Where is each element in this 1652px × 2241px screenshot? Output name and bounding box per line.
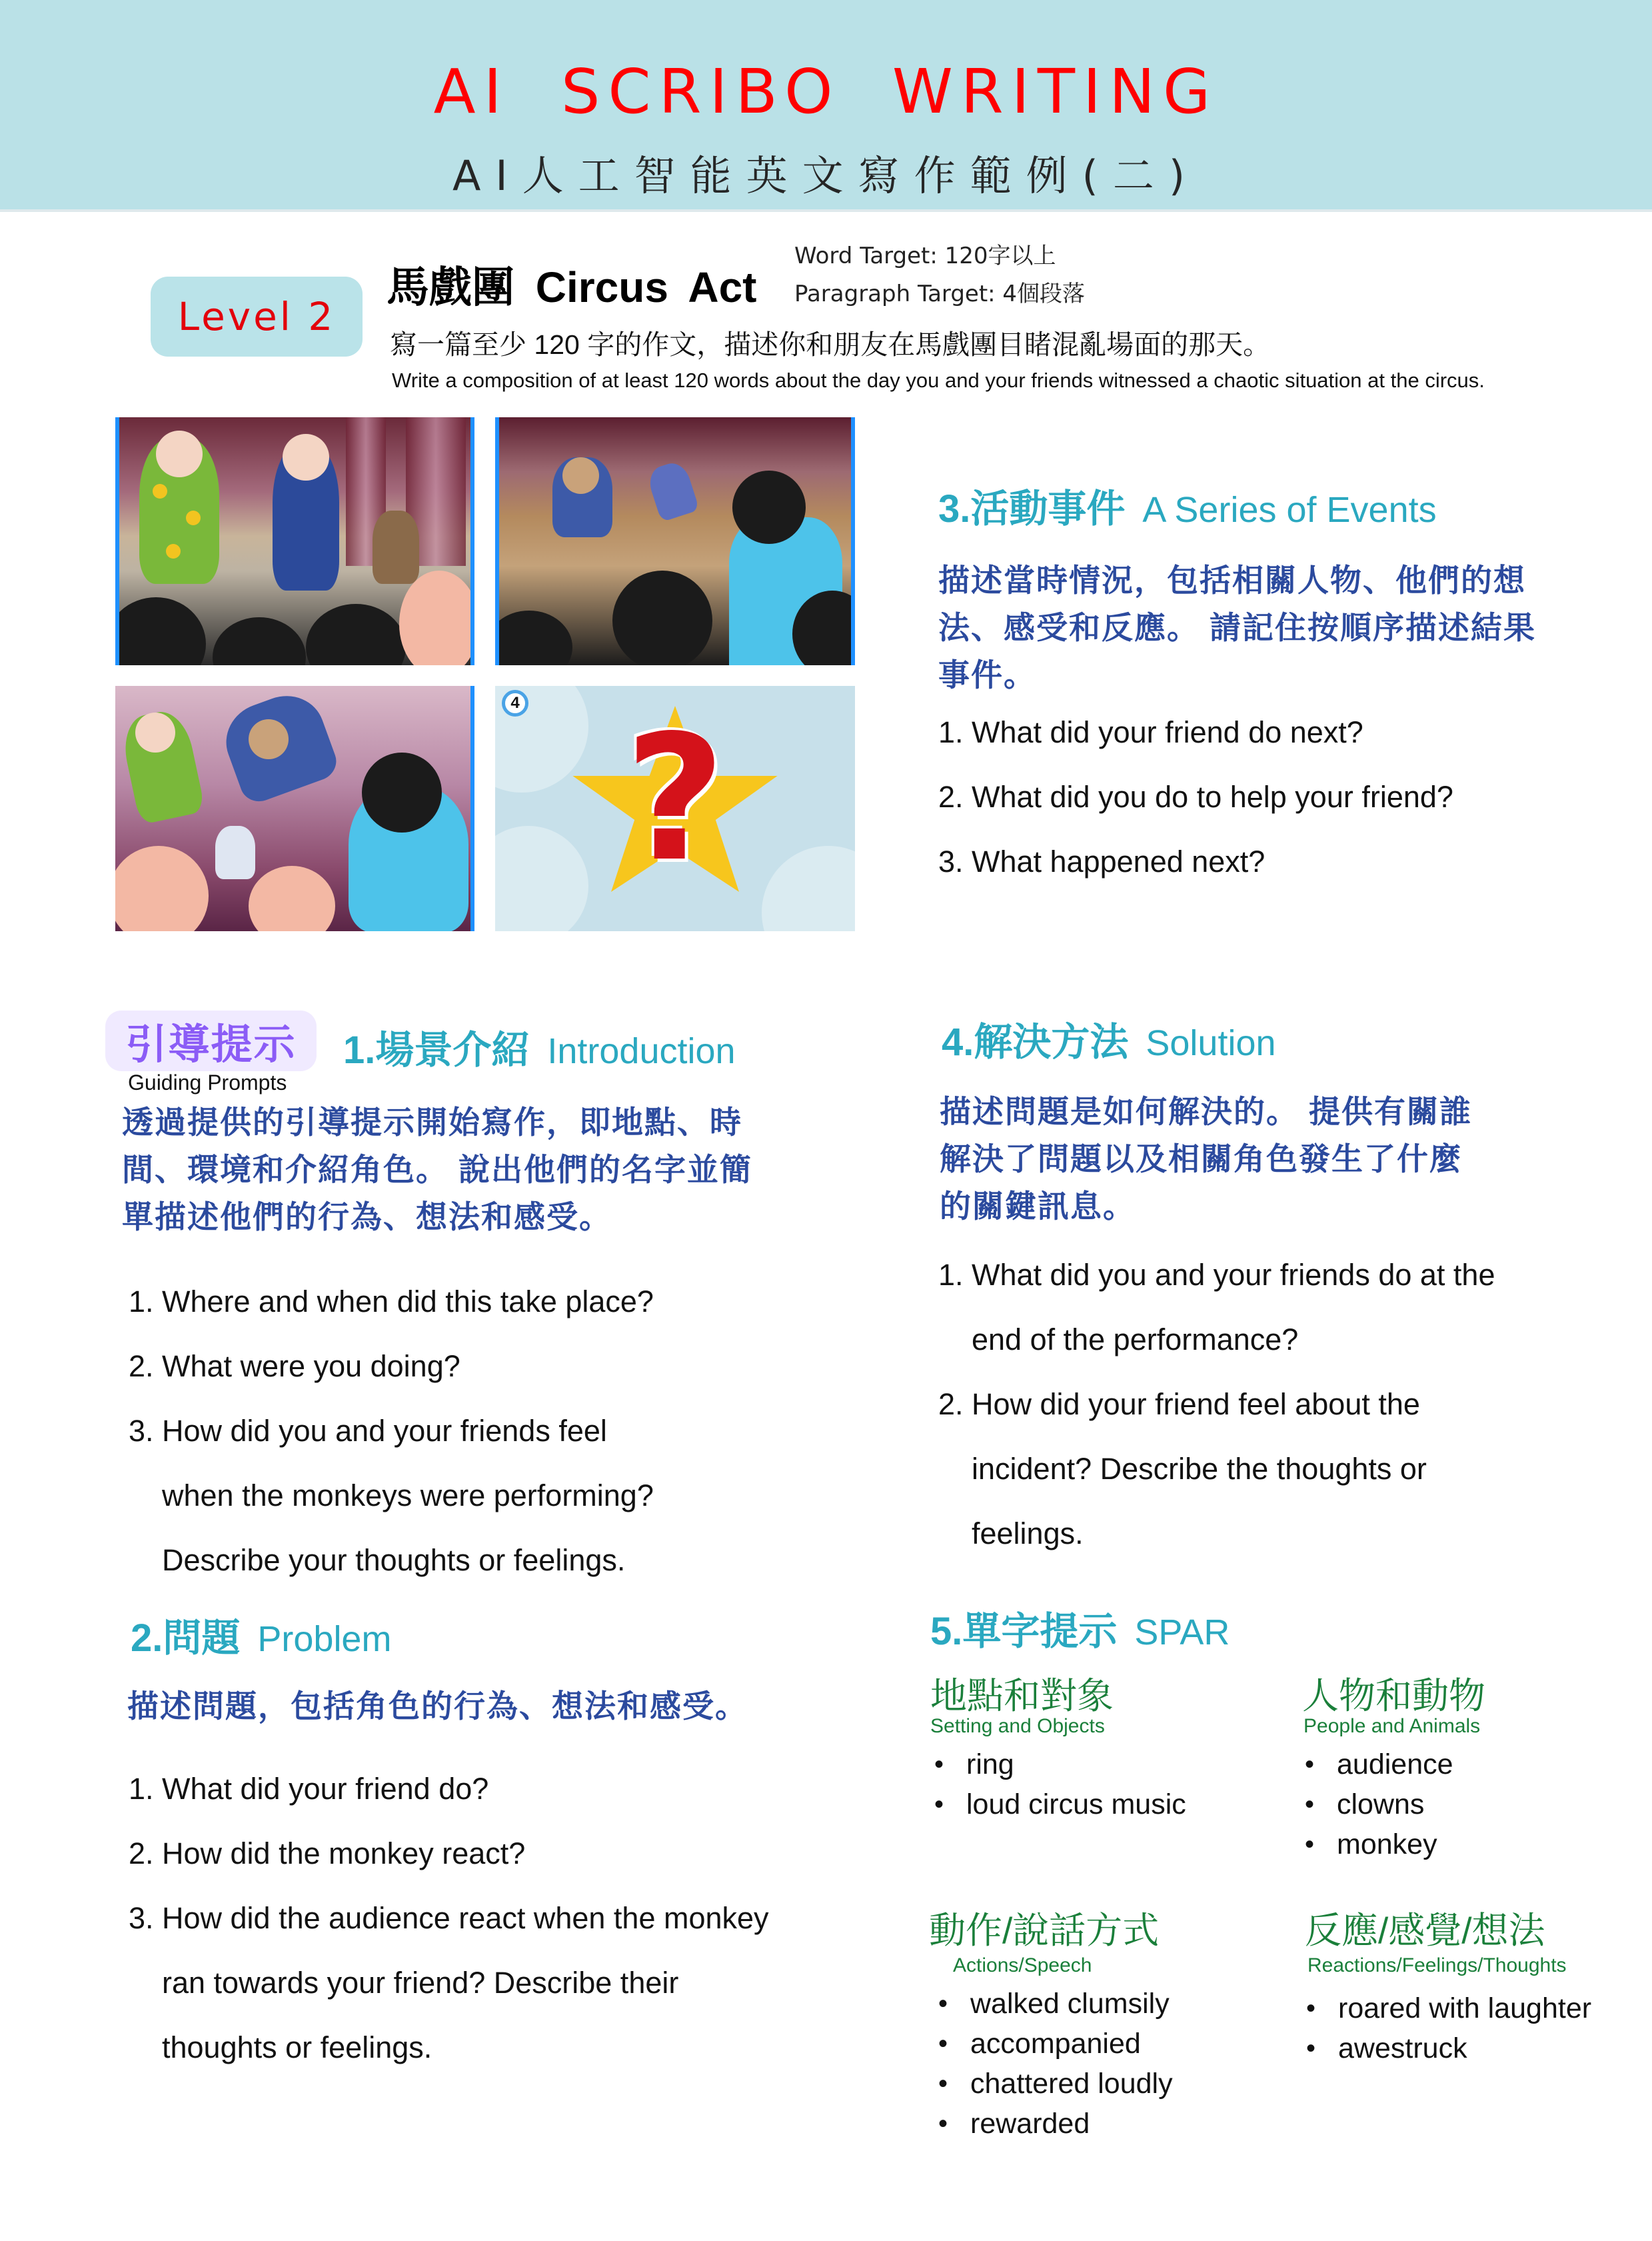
section-intro-heading	[343, 1019, 736, 1075]
word-target: Word Target: 120字以上	[794, 243, 1056, 269]
section-intro-questions	[129, 1269, 862, 1592]
question-item: 2. What did you do to help your friend?	[938, 780, 1453, 814]
section-number: 3.活動事件	[938, 487, 1126, 531]
spar-list-reactions	[1306, 1988, 1591, 2068]
snack-bag	[215, 826, 255, 879]
section-problem-heading	[131, 1606, 391, 1662]
section-title-en: SPAR	[1134, 1612, 1230, 1652]
question-item: 1. What did your friend do next?	[938, 715, 1363, 749]
audience-head	[306, 604, 406, 665]
section-events-description: 描述當時情況，包括相關人物、他們的想 法、感受和反應。 請記住按順序描述結果 事件。	[938, 563, 1537, 693]
section-number: 4.解決方法	[942, 1021, 1129, 1064]
section-problem-description: 描述問題，包括角色的行為、想法和感受。	[127, 1688, 748, 1724]
question-item: 3. How did the audience react when the monkey	[129, 1901, 769, 1935]
bubble-decoration	[762, 846, 855, 931]
question-item: 1. What did your friend do?	[129, 1772, 489, 1806]
question-item: 1. Where and when did this take place?	[129, 1284, 654, 1318]
picture-panel-1	[115, 417, 474, 665]
writing-prompt-en: Write a composition of at least 120 words about the day you and your friends witnessed a chaotic situation at the circus.	[392, 369, 1485, 392]
audience-head	[612, 571, 712, 665]
writing-prompt-zh: 寫一篇至少 120 字的作文，描述你和朋友在馬戲團目睹混亂場面的那天。	[390, 329, 1271, 360]
monkey-figure	[373, 511, 419, 584]
vocab-item: • audience	[1305, 1744, 1453, 1784]
section-problem-questions	[129, 1756, 868, 2080]
question-item: 2. How did the monkey react?	[129, 1836, 526, 1870]
spar-group-title-actions: 動作/說話方式	[929, 1910, 1160, 1951]
vocab-item: • rewarded	[938, 2104, 1173, 2144]
guiding-prompts-label: Guiding Prompts	[128, 1071, 287, 1095]
section-title-en: A Series of Events	[1142, 490, 1437, 530]
question-continuation: end of the performance?	[972, 1322, 1299, 1356]
spar-list-setting	[934, 1744, 1186, 1824]
section-solution-heading	[942, 1011, 1276, 1067]
audience-head	[115, 597, 206, 665]
section-number: 5.單字提示	[930, 1610, 1118, 1653]
audience-head	[495, 611, 572, 665]
section-events-heading	[938, 477, 1437, 533]
spar-list-actions	[938, 1984, 1173, 2144]
question-continuation: feelings.	[972, 1516, 1084, 1550]
spar-group-subtitle-actions: Actions/Speech	[953, 1954, 1092, 1976]
question-item: 3. What happened next?	[938, 845, 1265, 879]
picture-panel-2	[495, 417, 855, 665]
page-subtitle: AI人工智能英文寫作範例(二)	[452, 151, 1200, 200]
section-title-en: Introduction	[547, 1031, 736, 1071]
section-intro-description: 透過提供的引導提示開始寫作，即地點、時 間、環境和介紹角色。 說出他們的名字並簡 單描述他們的行為、想法和感受。	[122, 1105, 753, 1234]
girl-head	[732, 471, 806, 544]
vocab-item: • roared with laughter	[1306, 1988, 1591, 2028]
spar-group-title-setting: 地點和對象	[930, 1675, 1114, 1716]
spar-group-title-reactions: 反應/感覺/想法	[1305, 1910, 1545, 1951]
section-title-en: Solution	[1146, 1023, 1276, 1063]
section-title-en: Problem	[257, 1619, 392, 1659]
question-continuation: incident? Describe the thoughts or	[972, 1452, 1427, 1486]
vocab-item: • ring	[934, 1744, 1186, 1784]
spar-group-subtitle-setting: Setting and Objects	[930, 1715, 1105, 1737]
audience-face	[399, 571, 474, 665]
section-number: 1.場景介紹	[343, 1029, 530, 1072]
paragraph-target: Paragraph Target: 4個段落	[794, 281, 1086, 307]
section-events-questions	[938, 700, 1625, 894]
monkey-face	[562, 457, 599, 494]
clown-face	[135, 713, 175, 753]
section-spar-heading	[930, 1600, 1230, 1656]
question-mark-icon: ?	[624, 699, 726, 900]
audience-head	[213, 617, 306, 665]
section-solution-questions	[938, 1242, 1638, 1566]
monkey-face	[249, 719, 289, 759]
vocab-item: • walked clumsily	[938, 1984, 1173, 2024]
vocab-item: • clowns	[1305, 1784, 1453, 1824]
question-item: 1. What did you and your friends do at the	[938, 1258, 1495, 1292]
girl-head	[362, 753, 442, 833]
spar-group-subtitle-reactions: Reactions/Feelings/Thoughts	[1307, 1954, 1567, 1976]
question-continuation: ran towards your friend? Describe their	[162, 1966, 679, 2000]
snack-bag	[645, 459, 700, 523]
section-number: 2.問題	[131, 1616, 241, 1660]
question-item: 3. How did you and your friends feel	[129, 1414, 607, 1448]
vocab-item: • loud circus music	[934, 1784, 1186, 1824]
clown-face	[156, 431, 203, 477]
guiding-prompts-badge: 引導提示	[105, 1011, 317, 1071]
panel-number-badge: 4	[502, 690, 528, 717]
vocab-item: • chattered loudly	[938, 2064, 1173, 2104]
picture-panel-4	[495, 686, 855, 931]
question-continuation: when the monkeys were performing?	[162, 1478, 654, 1512]
question-item: 2. What were you doing?	[129, 1349, 460, 1383]
level-badge: Level 2	[151, 277, 363, 357]
question-item: 2. How did your friend feel about the	[938, 1387, 1420, 1421]
spar-group-subtitle-people: People and Animals	[1303, 1715, 1481, 1737]
vocab-item: • monkey	[1305, 1824, 1453, 1864]
question-continuation: thoughts or feelings.	[162, 2030, 432, 2064]
audience-face	[115, 846, 209, 931]
topic-title: 馬戲團 Circus Act	[387, 263, 757, 311]
picture-panel-3	[115, 686, 474, 931]
page-title: AI SCRIBO WRITING	[433, 56, 1219, 127]
spar-group-title-people: 人物和動物	[1302, 1675, 1486, 1716]
vocab-item: • accompanied	[938, 2024, 1173, 2064]
clown-face	[283, 434, 329, 481]
bubble-decoration	[495, 826, 588, 931]
section-solution-description: 描述問題是如何解決的。 提供有關誰 解決了問題以及相關角色發生了什麼 的關鍵訊息。	[940, 1094, 1473, 1224]
question-continuation: Describe your thoughts or feelings.	[162, 1543, 626, 1577]
vocab-item: • awestruck	[1306, 2028, 1591, 2068]
audience-face	[249, 866, 335, 931]
spar-list-people	[1305, 1744, 1453, 1864]
